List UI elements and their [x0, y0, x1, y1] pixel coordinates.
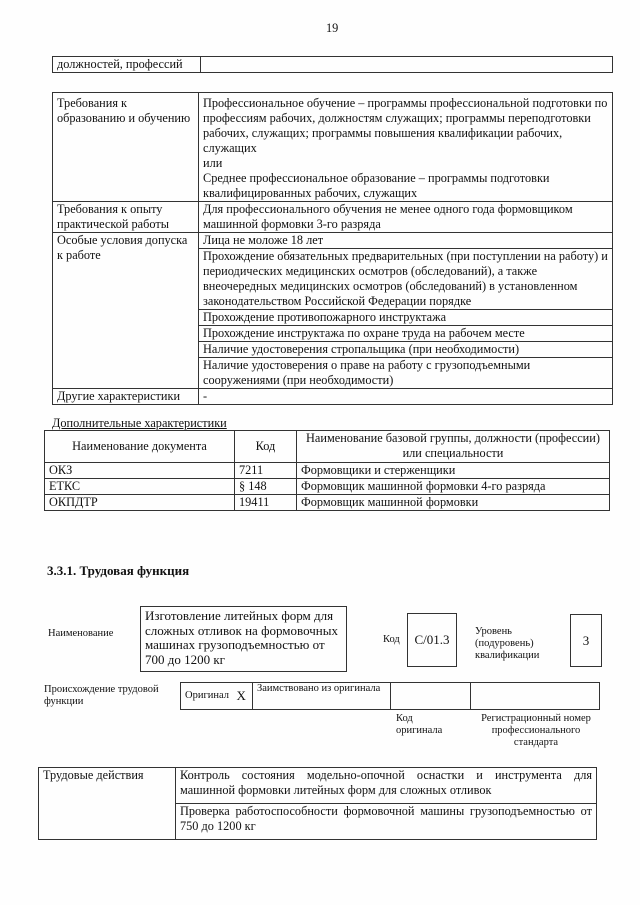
cell: Формовщик машинной формовки 4-го разряда	[297, 479, 610, 495]
origin-mark: X	[233, 683, 253, 710]
actions-label: Трудовые действия	[39, 768, 176, 840]
top-row-value	[201, 57, 613, 73]
origin-borrowed: Заимствовано из оригинала	[253, 683, 391, 710]
origin-original: Оригинал	[181, 683, 233, 710]
origin-table	[180, 682, 600, 710]
cell: ЕТКС	[45, 479, 235, 495]
additional-table	[44, 430, 610, 511]
header-doc: Наименование документа	[45, 431, 235, 463]
top-row-label: должностей, профессий	[53, 57, 201, 73]
code-label: Код	[383, 634, 400, 645]
header-group: Наименование базовой группы, должности (профессии) или специальности	[297, 431, 610, 463]
cell: ОКПДТР	[45, 495, 235, 511]
cell: Формовщики и стерженщики	[297, 463, 610, 479]
experience-value: Для профессионального обучения не менее одного года формовщиком машинной формовки 3-го разряда	[199, 202, 613, 233]
name-label: Наименование	[48, 628, 114, 639]
code-value: C/01.3	[407, 613, 457, 667]
action-item: Контроль состояния модельно-опочной оснастки и инструмента для машинной формовки литейных форм для сложных отливок	[176, 768, 597, 804]
special-item: Наличие удостоверения стропальщика (при необходимости)	[199, 342, 613, 358]
additional-title: Дополнительные характеристики	[52, 416, 227, 430]
special-label: Особые условия допуска к работе	[53, 233, 199, 389]
origin-code-label: Код оригинала	[396, 713, 443, 736]
top-row-table	[52, 56, 613, 73]
level-label: Уровень (подуровень) квалификации	[475, 626, 540, 661]
header-code: Код	[235, 431, 297, 463]
other-value: -	[199, 389, 613, 405]
origin-reg-cell	[471, 683, 600, 710]
action-item: Проверка работоспособности формовочной машины грузоподъемностью от 750 до 1200 кг	[176, 804, 597, 840]
cell: Формовщик машинной формовки	[297, 495, 610, 511]
cell: ОКЗ	[45, 463, 235, 479]
origin-reg-label: Регистрационный номер профессионального стандарта	[481, 713, 591, 748]
function-heading: 3.3.1. Трудовая функция	[47, 563, 190, 578]
special-item: Лица не моложе 18 лет	[199, 233, 613, 249]
education-label: Требования к образованию и обучению	[53, 93, 199, 202]
cell: 19411	[235, 495, 297, 511]
name-value: Изготовление литейных форм для сложных отливок на формовочных машинах грузоподъемностью от 700 до 1200 кг	[140, 606, 347, 672]
education-value	[199, 93, 613, 202]
origin-label: Происхождение трудовой функции	[44, 684, 159, 707]
actions-table	[38, 767, 597, 840]
education-line: Среднее профессиональное образование – программы подготовки квалифицированных рабочих, служащих	[203, 171, 550, 200]
requirements-table	[52, 92, 613, 405]
special-item: Прохождение обязательных предварительных (при поступлении на работу) и периодических медицинских осмотров (обследований), а также внеочередных медицинских осмотров (обследований) в установленном законодательством Российской Федерации порядке	[199, 249, 613, 310]
page-number: 19	[326, 21, 339, 35]
origin-code-cell	[391, 683, 471, 710]
special-item: Прохождение инструктажа по охране труда на рабочем месте	[199, 326, 613, 342]
experience-label: Требования к опыту практической работы	[53, 202, 199, 233]
special-item: Наличие удостоверения о праве на работу с грузоподъемными сооружениями (при необходимости)	[199, 358, 613, 389]
other-label: Другие характеристики	[53, 389, 199, 405]
special-item: Прохождение противопожарного инструктажа	[199, 310, 613, 326]
level-value: 3	[570, 614, 602, 667]
education-line: или	[203, 156, 223, 170]
education-line: Профессиональное обучение – программы профессиональной подготовки по профессиям рабочих, должностям служащих; программы переподготовки рабочих, служащих; программы повышения квалификации рабочих, служащих	[203, 96, 608, 155]
cell: 7211	[235, 463, 297, 479]
cell: § 148	[235, 479, 297, 495]
